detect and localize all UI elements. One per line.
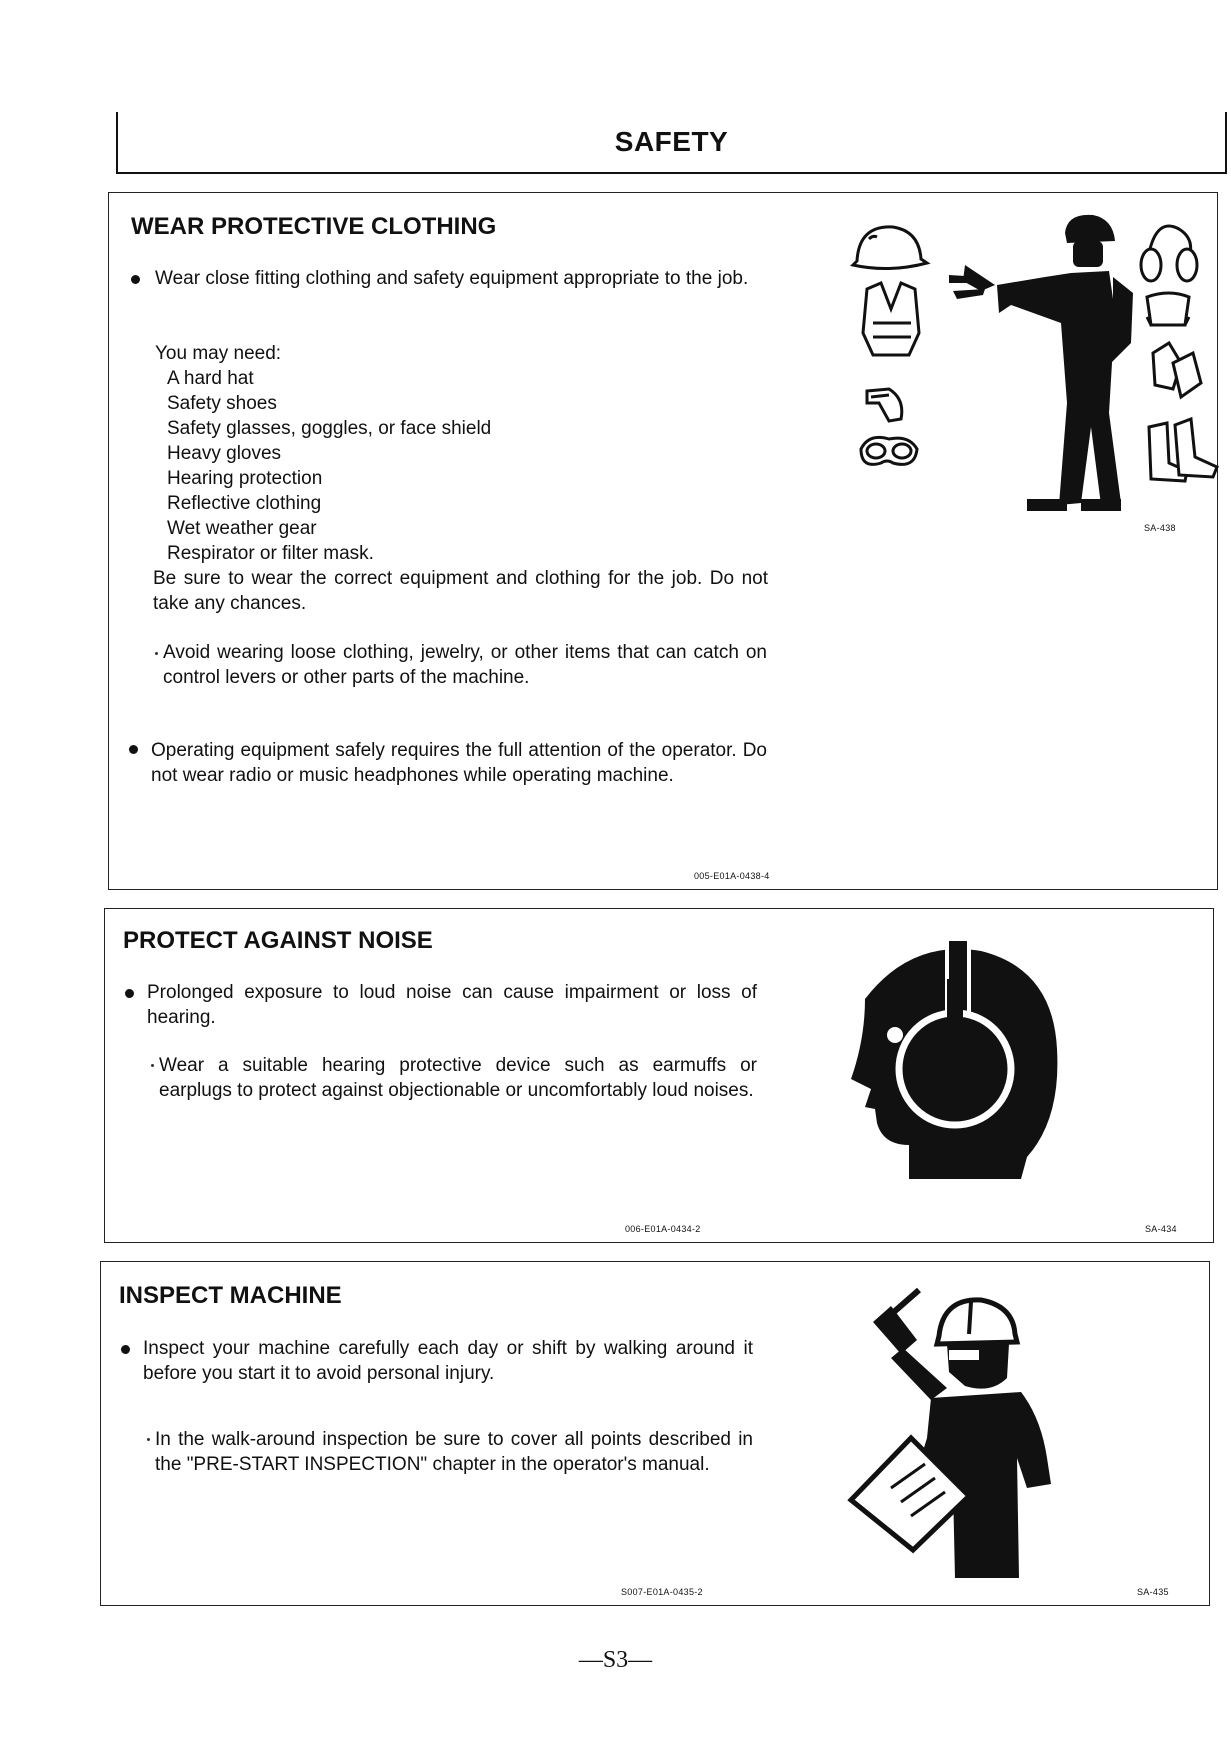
document-code: 006-E01A-0434-2	[625, 1224, 701, 1234]
list-item: A hard hat	[167, 368, 254, 389]
equipment-list	[167, 366, 491, 566]
page-number: —S3—	[578, 1647, 653, 1673]
list-item: Hearing protection	[167, 468, 323, 489]
figure-code: SA-438	[1144, 523, 1176, 533]
rain-hat-icon	[1147, 293, 1189, 325]
section-title: WEAR PROTECTIVE CLOTHING	[131, 213, 497, 240]
page-header	[116, 112, 1227, 174]
bullet-text: Inspect your machine carefully each day or shift by walking around it before you start it to avoid personal injury.	[143, 1338, 753, 1384]
safety-boots-icon	[1149, 419, 1217, 481]
bullet2-text: Operating equipment safely requires the full attention of the operator. Do not wear radio or music headphones while operating machine.	[151, 740, 767, 786]
intro-text: Wear close fitting clothing and safety equipment appropriate to the job.	[155, 268, 749, 289]
list-item: Safety glasses, goggles, or face shield	[167, 418, 492, 439]
bullet-icon	[121, 1345, 130, 1354]
head-earmuff-icon	[851, 939, 1057, 1179]
worker-figure	[949, 215, 1133, 511]
bullet-icon	[129, 745, 138, 754]
note-marker	[151, 1064, 154, 1067]
list-item: Safety shoes	[167, 393, 277, 414]
gloves-icon	[1153, 343, 1201, 397]
list-item: Respirator or filter mask.	[167, 543, 374, 564]
document-code: 005-E01A-0438-4	[694, 871, 770, 881]
closing-text: Be sure to wear the correct equipment and clothing for the job. Do not take any chances.	[153, 568, 768, 614]
section-inspect-machine	[100, 1261, 1210, 1606]
note-text: Wear a suitable hearing protective device such as earmuffs or earplugs to protect against objectionable or uncomfortably loud noises.	[159, 1055, 757, 1101]
section-wear-protective-clothing	[108, 192, 1218, 890]
inspector-figure-icon	[851, 1290, 1051, 1578]
note-marker	[147, 1438, 150, 1441]
note-text: In the walk-around inspection be sure to cover all points described in the "PRE-START INSPECTION" chapter in the operator's manual.	[155, 1429, 753, 1475]
list-item: Heavy gloves	[167, 443, 282, 464]
section-title: PROTECT AGAINST NOISE	[123, 927, 433, 954]
document-code: S007-E01A-0435-2	[621, 1587, 703, 1597]
figure-code: SA-435	[1137, 1587, 1169, 1597]
vest-icon	[863, 283, 919, 355]
bullet-icon	[131, 275, 140, 284]
figure-code: SA-434	[1145, 1224, 1177, 1234]
note-marker	[155, 652, 158, 655]
note-text: Avoid wearing loose clothing, jewelry, or other items that can catch on control levers or other parts of the machine.	[163, 642, 767, 688]
section-title: INSPECT MACHINE	[119, 1282, 342, 1309]
earmuffs-icon	[1141, 226, 1197, 281]
respirator-icon	[867, 389, 902, 421]
you-may-need-label: You may need:	[155, 343, 282, 364]
page-title: SAFETY	[614, 126, 729, 157]
hearing-protection-illustration	[831, 939, 1071, 1189]
goggles-icon	[861, 437, 917, 464]
bullet-text: Prolonged exposure to loud noise can cause impairment or loss of hearing.	[147, 982, 757, 1028]
list-item: Wet weather gear	[167, 518, 317, 539]
bullet-icon	[125, 989, 134, 998]
section-protect-against-noise	[104, 908, 1214, 1243]
list-item: Reflective clothing	[167, 493, 322, 514]
protective-equipment-illustration	[749, 213, 1209, 513]
inspector-illustration	[821, 1288, 1081, 1578]
hard-hat-icon	[853, 227, 927, 269]
